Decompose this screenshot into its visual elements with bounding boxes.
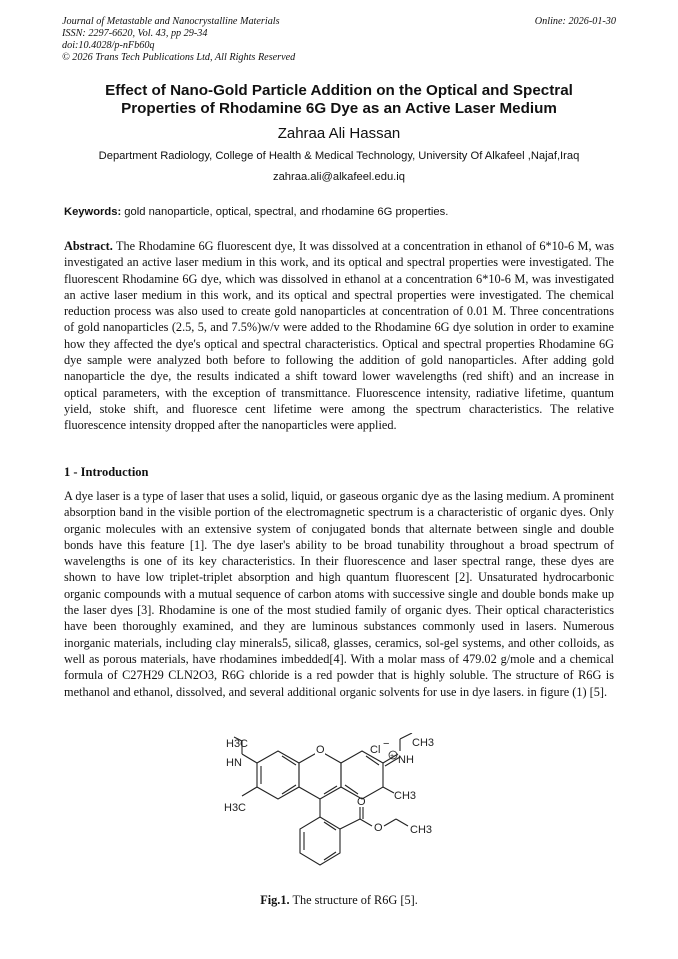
online-date: Online: 2026-01-30 xyxy=(534,16,616,27)
copyright-line: © 2026 Trans Tech Publications Ltd, All Rights Reserved xyxy=(62,52,296,63)
label-ch3-right: CH3 xyxy=(394,790,417,802)
author-email: zahraa.ali@alkafeel.edu.iq xyxy=(272,171,406,183)
keywords xyxy=(64,206,616,218)
label-plus: + xyxy=(390,753,395,760)
author-affiliation: Department Radiology, College of Health & Medical Technology, University Of Alkafeel ,Najaf,Iraq xyxy=(98,150,580,162)
r6g-structure-drawing xyxy=(220,733,460,885)
abstract-text: The Rhodamine 6G fluorescent dye, It was dissolved at a concentration in ethanol of 6*10-6 M, was investigated an active laser medium in this work, and its optical and spectral properties were investigated. The fluorescent Rhodamine 6G dye, which was dissolved in ethanol at a concentration 6*10-6 M, was investigated an active laser medium in this work, and its optical and spectral properties were investigated. The chemical reduction process was also used to create gold nanoparticles at concentration of 0.01 M. Three concentrations of gold nanoparticles (2.5, 5, and 7.5%)w/v were added to the Rhodamine 6G dye solution in order to examine how they affected the dye's optical and spectral characteristics. Optical and spectral properties Rhodamine 6G dye sample were analyzed both before to following the addition of gold nanoparticles. After adding gold nanoparticle the dye, the results indicated a shift toward lower wavelengths (red shift) and an increase in optical parameters, with the exception of transmittance. Fluorescence intensity, radiative lifetime, quantum yield, stoke shift, and fluoresce cent lifetime were among the spectrum characteristics. The relative fluorescence intensity dropped after the nanoparticles were applied. xyxy=(64,239,614,433)
keywords-label: Keywords: xyxy=(64,206,122,218)
label-ch3-ester: CH3 xyxy=(410,824,433,836)
label-cl: Cl xyxy=(370,744,381,756)
keywords-text: gold nanoparticle, optical, spectral, and rhodamine 6G properties. xyxy=(121,206,449,218)
doi-line: doi:10.4028/p-nFb60q xyxy=(62,40,155,51)
label-cl-charge: − xyxy=(383,738,390,750)
abstract-label: Abstract. xyxy=(64,239,113,253)
label-o-ester: O xyxy=(374,822,383,834)
author-name: Zahraa Ali Hassan xyxy=(277,125,401,142)
left-ring xyxy=(257,751,299,799)
issn-line: ISSN: 2297-6620, Vol. 43, pp 29-34 xyxy=(62,28,208,39)
phenyl-ring xyxy=(300,817,340,865)
right-ring xyxy=(341,751,383,799)
label-nh: NH xyxy=(398,754,414,766)
section-heading-introduction: 1 - Introduction xyxy=(64,465,149,479)
title-line-1: Effect of Nano-Gold Particle Addition on the Optical and Spectral xyxy=(105,82,573,99)
paper-title xyxy=(62,82,616,118)
r6g-structure-figure xyxy=(220,733,460,885)
abstract xyxy=(64,238,614,434)
label-ch3-top: CH3 xyxy=(412,737,435,749)
middle-ring xyxy=(299,751,341,799)
figure-caption xyxy=(62,893,616,908)
introduction-paragraph: A dye laser is a type of laser that uses a solid, liquid, or gaseous organic dye as the lasing medium. A prominent absorption band in the visible portion of the electromagnetic spectrum is a characteristic of organic dyes. Only organic molecules with an extensive system of conjugated bonds that alternate between single and double bonds have this feature [1]. The dye laser's ability to be broad tunability throughout a broad spectrum of wavelengths is one of its key characteristics. In their fluorescence and laser spectral range, these dyes are shown to have low triplet-triplet absorption and high quantum fluorescent [2]. Unsaturated hydrocarbonic organic compounds with a mutual sequence of carbon atoms with successive single and double bonds make up the laser dyes [3]. Rhodamine is one of the most studied family of organic dyes. Their optical characteristics have been thoroughly examined, and they are luminous substances commonly used in lasers. Numerous inorganic materials, including clay minerals5, silica8, glasses, ceramics, sol-gel systems, and other colloids, as well as porous materials, have rhodamines imbedded[4]. With a molar mass of 479.02 g/mole and a chemical formula of C27H29 CLN2O3, R6G chloride is a red powder that is highly soluble. The structure of R6G is methanol and ethanol, dissolved, and several additional organic solvents for use in dye lasers. in figure (1) [5]. xyxy=(64,489,614,699)
journal-name: Journal of Metastable and Nanocrystalline Materials xyxy=(62,16,280,27)
caption-label: Fig.1. xyxy=(260,893,290,907)
label-o-ring: O xyxy=(316,744,325,756)
journal-header xyxy=(62,16,616,64)
label-h3c-top: H3C xyxy=(226,738,249,750)
caption-text: The structure of R6G [5]. xyxy=(289,893,418,907)
title-line-2: Properties of Rhodamine 6G Dye as an Active Laser Medium xyxy=(121,100,557,117)
label-h3c-bottom: H3C xyxy=(224,802,247,814)
label-hn: HN xyxy=(226,757,242,769)
label-o-carbonyl: O xyxy=(357,796,366,808)
